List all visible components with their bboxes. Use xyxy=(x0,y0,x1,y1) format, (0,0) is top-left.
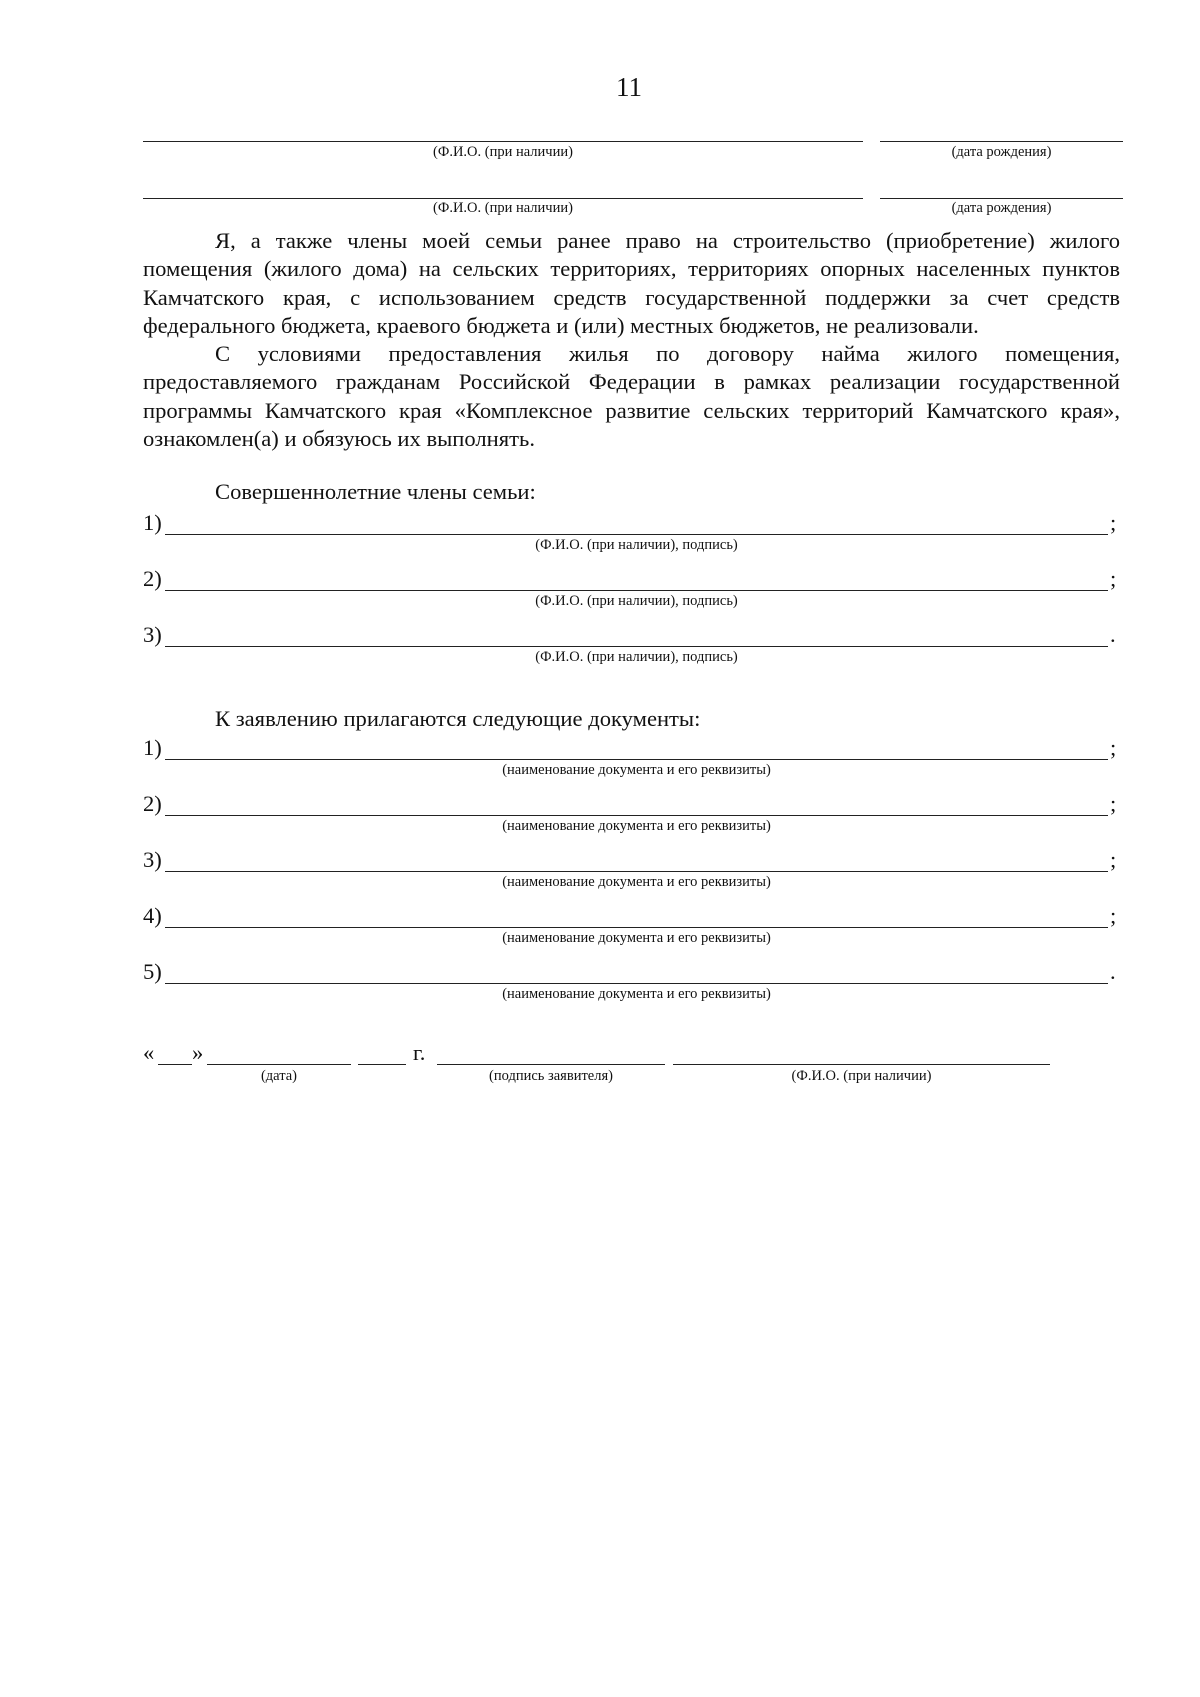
applicant-name-caption: (Ф.И.О. (при наличии) xyxy=(791,1068,932,1084)
document-2-punct: ; xyxy=(1110,791,1117,816)
year-suffix: г. xyxy=(413,1040,426,1065)
document-4-caption: (наименование документа и его реквизиты) xyxy=(502,930,771,946)
paragraph-conditions: С условиями предоставления жилья по договору найма жилого помещения, предоставляемого гражданам Российской Федерации в рамках реализации государственной программы Камчатского края «Комплексное развитие сельских территорий Камчатского края», ознакомлен(а) и обязуюсь их выполнять. xyxy=(143,341,1120,451)
date-year-line[interactable] xyxy=(358,1064,406,1065)
adult-3-caption: (Ф.И.О. (при наличии), подпись) xyxy=(535,649,738,665)
document-4-number: 4) xyxy=(143,903,162,928)
adult-3-punct: . xyxy=(1110,622,1116,647)
adult-1-caption: (Ф.И.О. (при наличии), подпись) xyxy=(535,537,738,553)
adult-2-number: 2) xyxy=(143,566,162,591)
adult-3-number: 3) xyxy=(143,622,162,647)
adult-2-caption: (Ф.И.О. (при наличии), подпись) xyxy=(535,593,738,609)
document-2-line[interactable] xyxy=(165,815,1108,816)
adult-1-number: 1) xyxy=(143,510,162,535)
document-3-number: 3) xyxy=(143,847,162,872)
document-1-caption: (наименование документа и его реквизиты) xyxy=(502,762,771,778)
person-2-birth-line[interactable] xyxy=(880,198,1123,199)
person-1-birth-line[interactable] xyxy=(880,141,1123,142)
paragraph-statement: Я, а также члены моей семьи ранее право на строительство (приобретение) жилого помещения (жилого дома) на сельских территориях, территориях опорных населенных пунктов Камчатского края, с использованием средств государственной поддержки за счет средств федерального бюджета, краевого бюджета и (или) местных бюджетов, не реализовали. xyxy=(143,228,1120,338)
person-1-name-caption: (Ф.И.О. (при наличии) xyxy=(433,144,573,160)
document-5-number: 5) xyxy=(143,959,162,984)
applicant-signature-line[interactable] xyxy=(437,1064,665,1065)
document-5-line[interactable] xyxy=(165,983,1108,984)
date-day-line[interactable] xyxy=(158,1064,192,1065)
date-caption: (дата) xyxy=(260,1068,298,1084)
document-2-number: 2) xyxy=(143,791,162,816)
person-2-name-line[interactable] xyxy=(143,198,863,199)
document-1-line[interactable] xyxy=(165,759,1108,760)
date-quote-open: « xyxy=(143,1040,155,1065)
document-3-line[interactable] xyxy=(165,871,1108,872)
document-1-number: 1) xyxy=(143,735,162,760)
person-2-name-caption: (Ф.И.О. (при наличии) xyxy=(433,200,573,216)
document-2-caption: (наименование документа и его реквизиты) xyxy=(502,818,771,834)
document-4-punct: ; xyxy=(1110,903,1117,928)
document-5-punct: . xyxy=(1110,959,1116,984)
document-4-line[interactable] xyxy=(165,927,1108,928)
page-number: 11 xyxy=(616,72,642,102)
documents-heading: К заявлению прилагаются следующие документы: xyxy=(215,706,701,731)
document-3-caption: (наименование документа и его реквизиты) xyxy=(502,874,771,890)
applicant-name-line[interactable] xyxy=(673,1064,1050,1065)
person-1-name-line[interactable] xyxy=(143,141,863,142)
date-month-line[interactable] xyxy=(207,1064,351,1065)
adult-2-line[interactable] xyxy=(165,590,1108,591)
adult-2-punct: ; xyxy=(1110,566,1117,591)
document-1-punct: ; xyxy=(1110,735,1117,760)
document-3-punct: ; xyxy=(1110,847,1117,872)
signature-caption: (подпись заявителя) xyxy=(489,1068,613,1084)
adults-heading: Совершеннолетние члены семьи: xyxy=(215,479,536,504)
person-2-birth-caption: (дата рождения) xyxy=(951,200,1052,216)
date-quote-close: » xyxy=(192,1040,204,1065)
adult-1-line[interactable] xyxy=(165,534,1108,535)
adult-1-punct: ; xyxy=(1110,510,1117,535)
person-1-birth-caption: (дата рождения) xyxy=(951,144,1052,160)
adult-3-line[interactable] xyxy=(165,646,1108,647)
document-5-caption: (наименование документа и его реквизиты) xyxy=(502,986,771,1002)
